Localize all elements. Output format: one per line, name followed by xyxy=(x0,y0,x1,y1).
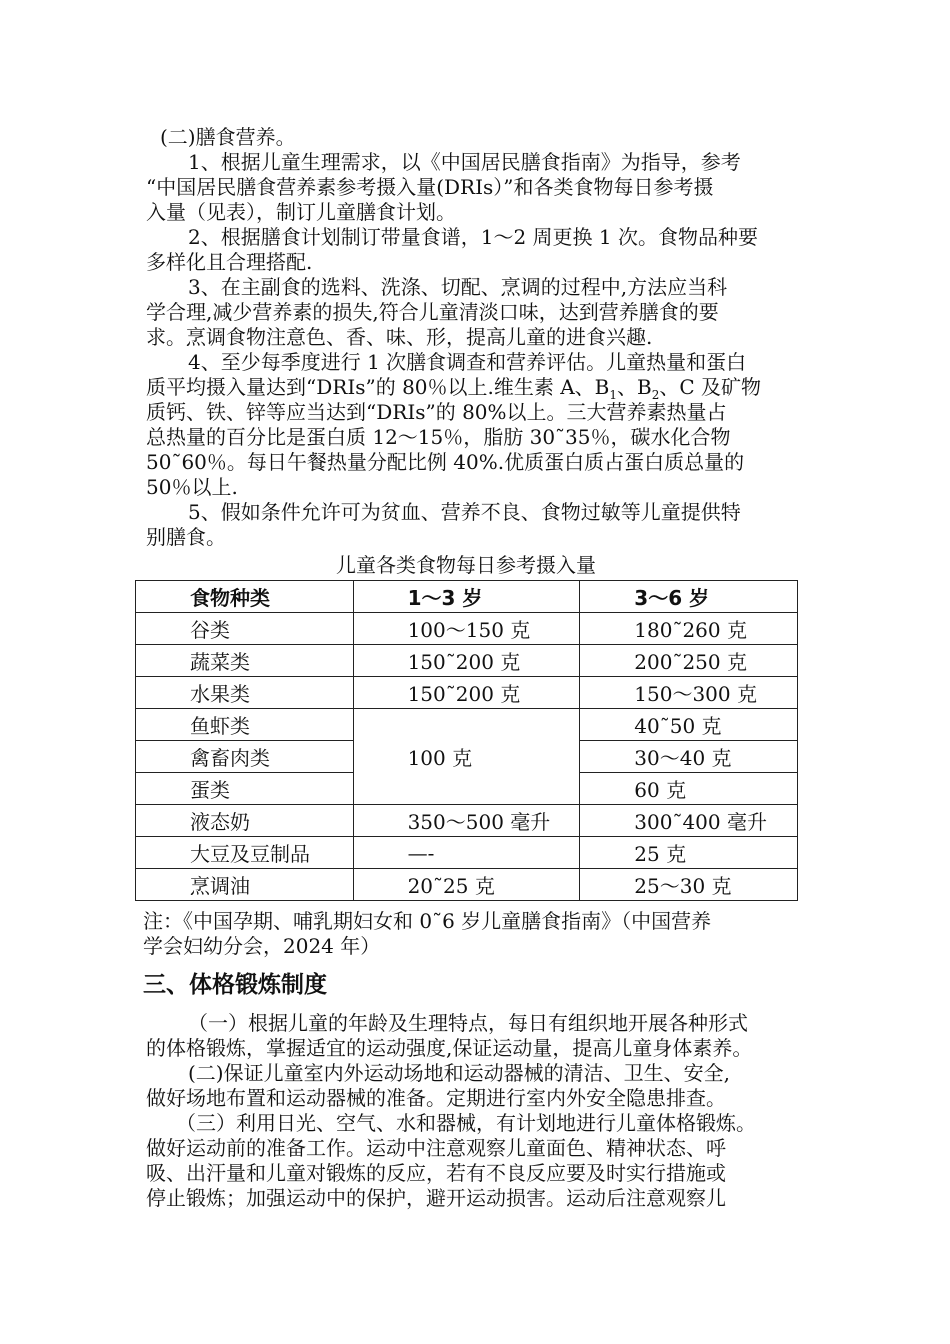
table-note: 学会妇幼分会，2024 年） xyxy=(143,934,381,958)
age-3-6-cell: 200˜250 克 xyxy=(580,645,798,677)
table-row xyxy=(136,613,798,645)
age-1-3-cell: 20˜25 克 xyxy=(353,869,580,901)
age-3-6-cell: 30～40 克 xyxy=(580,741,798,773)
table-row xyxy=(136,837,798,869)
text-run: 、B xyxy=(617,375,652,399)
table-row xyxy=(136,677,798,709)
age-3-6-cell: 25～30 克 xyxy=(580,869,798,901)
paragraph-line: 入量（见表），制订儿童膳食计划。 xyxy=(146,200,456,224)
age-1-3-cell: 150˜200 克 xyxy=(353,677,580,709)
paragraph-line: 别膳食。 xyxy=(146,525,226,549)
paragraph-line: 5、假如条件允许可为贫血、营养不良、食物过敏等儿童提供特 xyxy=(188,500,741,524)
paragraph-line: (二)保证儿童室内外运动场地和运动器械的清洁、卫生、安全, xyxy=(188,1061,730,1085)
text-run: 质平均摄入量达到“DRIs”的 80％以上.维生素 A、B xyxy=(146,375,610,399)
food-cell: 鱼虾类 xyxy=(136,709,354,741)
section-heading-diet: (二)膳食营养。 xyxy=(160,125,296,149)
age-1-3-cell: 150˜200 克 xyxy=(353,645,580,677)
food-cell: 蔬菜类 xyxy=(136,645,354,677)
table-header-row xyxy=(136,581,798,613)
food-cell: 液态奶 xyxy=(136,805,354,837)
age-3-6-cell: 180˜260 克 xyxy=(580,613,798,645)
text-run: 、C 及矿物 xyxy=(659,375,762,399)
food-cell: 大豆及豆制品 xyxy=(136,837,354,869)
table-row xyxy=(136,709,798,741)
age-3-6-cell: 25 克 xyxy=(580,837,798,869)
paragraph-line: 3、在主副食的选料、洗涤、切配、烹调的过程中,方法应当科 xyxy=(188,275,728,299)
column-header: 1～3 岁 xyxy=(353,581,580,613)
food-cell: 蛋类 xyxy=(136,773,354,805)
paragraph-line: 总热量的百分比是蛋白质 12～15％，脂肪 30˜35％，碳水化合物 xyxy=(146,425,731,449)
age-1-3-cell: —- xyxy=(353,837,580,869)
paragraph-line: 停止锻炼；加强运动中的保护，避开运动损害。运动后注意观察儿 xyxy=(146,1186,726,1210)
food-cell: 谷类 xyxy=(136,613,354,645)
column-header: 食物种类 xyxy=(136,581,354,613)
table-row xyxy=(136,645,798,677)
paragraph-line: 做好场地布置和运动器械的准备。定期进行室内外安全隐患排查。 xyxy=(146,1086,726,1110)
table-row xyxy=(136,805,798,837)
paragraph-line: 50˜60％。每日午餐热量分配比例 40%.优质蛋白质占蛋白质总量的 xyxy=(146,450,745,474)
paragraph-line: 2、根据膳食计划制订带量食谱，1～2 周更换 1 次。食物品种要 xyxy=(188,225,758,249)
table-caption: 儿童各类食物每日参考摄入量 xyxy=(336,553,596,577)
food-cell: 水果类 xyxy=(136,677,354,709)
age-1-3-merged-cell: 100 克 xyxy=(353,709,580,805)
paragraph-line: “中国居民膳食营养素参考摄入量(DRIs）”和各类食物每日参考摄 xyxy=(146,175,714,199)
table-row xyxy=(136,869,798,901)
age-3-6-cell: 300˜400 毫升 xyxy=(580,805,798,837)
food-intake-table xyxy=(135,580,798,901)
paragraph-line: 50％以上. xyxy=(146,475,238,499)
paragraph-line: 的体格锻炼，掌握适宜的运动强度,保证运动量，提高儿童身体素养。 xyxy=(146,1036,753,1060)
food-cell: 禽畜肉类 xyxy=(136,741,354,773)
age-3-6-cell: 150～300 克 xyxy=(580,677,798,709)
subscript: 2 xyxy=(651,388,660,402)
paragraph-line: 4、至少每季度进行 1 次膳食调查和营养评估。儿童热量和蛋白 xyxy=(188,350,747,374)
paragraph-line: 质钙、铁、锌等应当达到“DRIs”的 80%以上。三大营养素热量占 xyxy=(146,400,727,424)
paragraph-line: 1、根据儿童生理需求，以《中国居民膳食指南》为指导，参考 xyxy=(188,150,741,174)
paragraph-line: 吸、出汗量和儿童对锻炼的反应，若有不良反应要及时实行措施或 xyxy=(146,1161,726,1185)
food-cell: 烹调油 xyxy=(136,869,354,901)
subscript: 1 xyxy=(609,388,618,402)
paragraph-line: 求。烹调食物注意色、香、味、形，提高儿童的进食兴趣. xyxy=(146,325,653,349)
age-3-6-cell: 60 克 xyxy=(580,773,798,805)
paragraph-line: 多样化且合理搭配. xyxy=(146,250,313,274)
paragraph-line: （三）利用日光、空气、水和器械，有计划地进行儿童体格锻炼。 xyxy=(176,1111,756,1135)
paragraph-line: （一）根据儿童的年龄及生理特点，每日有组织地开展各种形式 xyxy=(188,1011,748,1035)
table-note: 注：《中国孕期、哺乳期妇女和 0˜6 岁儿童膳食指南》（中国营养 xyxy=(143,909,712,933)
paragraph-line: 做好运动前的准备工作。运动中注意观察儿童面色、精神状态、呼 xyxy=(146,1136,726,1160)
age-1-3-cell: 100～150 克 xyxy=(353,613,580,645)
column-header: 3～6 岁 xyxy=(580,581,798,613)
paragraph-line: 学合理,减少营养素的损失,符合儿童清淡口味，达到营养膳食的要 xyxy=(146,300,719,324)
section-title-physical-exercise: 三、体格锻炼制度 xyxy=(143,972,327,998)
age-3-6-cell: 40˜50 克 xyxy=(580,709,798,741)
age-1-3-cell: 350～500 毫升 xyxy=(353,805,580,837)
